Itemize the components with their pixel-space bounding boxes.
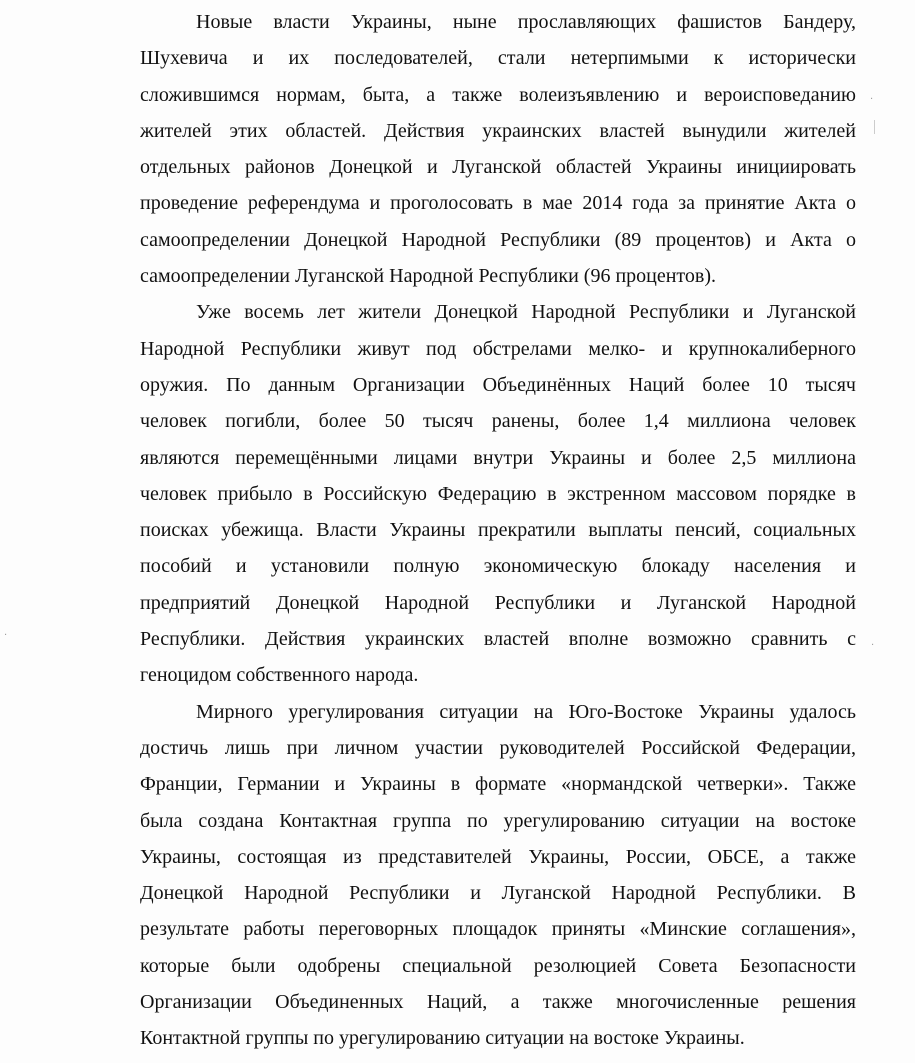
- paragraph-1-line-8: самоопределении Луганской Народной Республики (96 процентов).: [140, 265, 717, 288]
- paragraph-3-line-5: Украины, состоящая из представителей Украины, России, ОБСЕ, а также: [140, 845, 856, 868]
- paragraph-2-line-6: человек прибыло в Российскую Федерацию в экстренном массовом порядке в: [140, 482, 856, 505]
- paragraph-3-line-10: Контактной группы по урегулированию ситуации на востоке Украины.: [140, 1027, 745, 1050]
- paragraph-3-line-2: достичь лишь при личном участии руководителей Российской Федерации,: [140, 736, 856, 759]
- paragraph-1-line-7: самоопределении Донецкой Народной Республики (89 процентов) и Акта о: [140, 228, 856, 251]
- paragraph-2-line-2: Народной Республики живут под обстрелами мелко- и крупнокалиберного: [140, 337, 856, 360]
- paragraph-3-line-4: была создана Контактная группа по урегулированию ситуации на востоке: [140, 809, 856, 832]
- paragraph-1-line-1: Новые власти Украины, ныне прославляющих фашистов Бандеру,: [196, 11, 856, 33]
- paragraph-1-line-2: Шухевича и их последователей, стали нетерпимыми к исторически: [140, 47, 856, 70]
- document-body: [140, 4, 856, 1057]
- paragraph-2-line-10: Республики. Действия украинских властей вполне возможно сравнить с: [140, 628, 856, 651]
- paragraph-3-line-9: Организации Объединенных Наций, а также многочисленные решения: [140, 991, 856, 1014]
- paragraph-3-line-3: Франции, Германии и Украины в формате «нормандской четверки». Также: [140, 773, 856, 796]
- paragraph-2-line-1: Уже восемь лет жители Донецкой Народной Республики и Луганской: [196, 301, 856, 324]
- paragraph-1-line-4: жителей этих областей. Действия украинских властей вынудили жителей: [140, 119, 856, 142]
- paragraph-2-line-7: поисках убежища. Власти Украины прекратили выплаты пенсий, социальных: [140, 519, 856, 542]
- paragraph-3-line-7: результате работы переговорных площадок приняты «Минские соглашения»,: [140, 918, 856, 941]
- paragraph-1-line-5: отдельных районов Донецкой и Луганской областей Украины инициировать: [140, 156, 856, 179]
- scan-mark: [874, 120, 875, 134]
- paragraph-2-line-3: оружия. По данным Организации Объединённых Наций более 10 тысяч: [140, 373, 856, 396]
- paragraph-2-line-5: являются перемещёнными лицами внутри Украины и более 2,5 миллиона: [140, 446, 856, 469]
- scan-speck: ·: [871, 640, 875, 651]
- scan-speck: ·: [870, 94, 874, 105]
- scan-speck: ·: [4, 630, 8, 641]
- paragraph-1-line-3: сложившимся нормам, быта, а также волеизъявлению и вероисповеданию: [140, 83, 856, 106]
- paragraph-2-line-8: пособий и установили полную экономическую блокаду населения и: [140, 555, 856, 578]
- paragraph-2-line-4: человек погибли, более 50 тысяч ранены, более 1,4 миллиона человек: [140, 410, 856, 433]
- paragraph-3-line-1: Мирного урегулирования ситуации на Юго-Востоке Украины удалось: [196, 700, 856, 723]
- paragraph-1-line-6: проведение референдума и проголосовать в мае 2014 года за принятие Акта о: [140, 192, 856, 215]
- paragraph-2-line-9: предприятий Донецкой Народной Республики и Луганской Народной: [140, 591, 856, 614]
- paragraph-3-line-8: которые были одобрены специальной резолюцией Совета Безопасности: [140, 954, 856, 977]
- paragraph-2-line-11: геноцидом собственного народа.: [140, 664, 419, 687]
- paragraph-3-line-6: Донецкой Народной Республики и Луганской Народной Республики. В: [140, 882, 856, 905]
